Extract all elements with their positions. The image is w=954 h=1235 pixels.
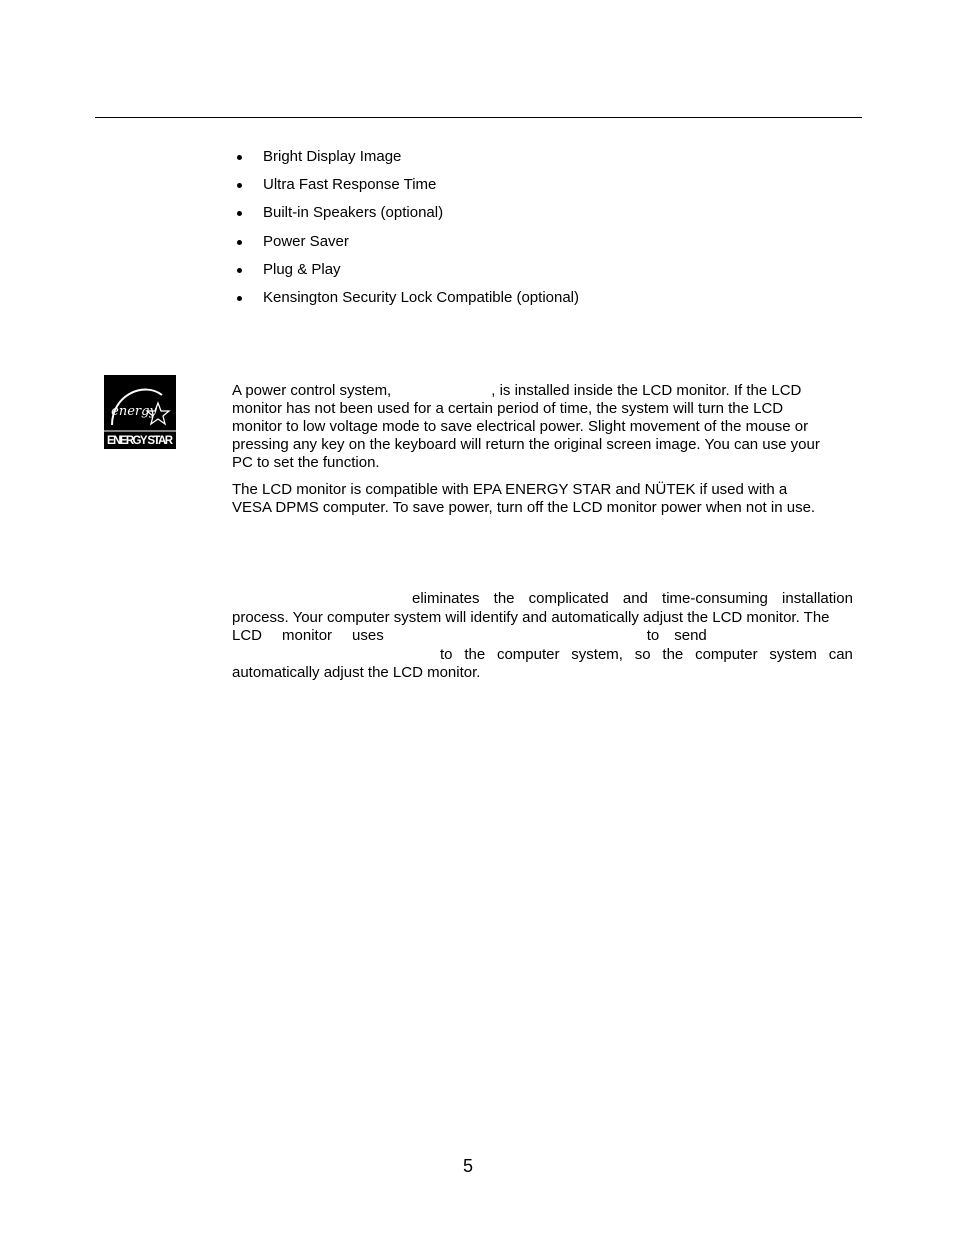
pnp-line-1: eliminates the complicated and time-consuming installation <box>412 590 853 607</box>
logo-label: ENERGY STAR <box>107 435 173 447</box>
list-item: Power Saver <box>232 232 579 260</box>
pnp-line-3: LCD monitor uses to send <box>232 627 707 644</box>
bullet-icon <box>237 296 242 301</box>
bullet-icon <box>237 211 242 216</box>
power-saver-paragraph-1: A power control system, , is installed inside the LCD monitor. If the LCD monitor has not been used for a certain period of time, the system will turn the LCD monitor to low voltage mode to save electrical power. Slight movement of the mouse or pressing any key on the keyboard will return the original screen image. You can use your PC to set the function. <box>232 382 820 471</box>
list-item: Ultra Fast Response Time <box>232 175 579 203</box>
plug-and-play-text <box>232 590 853 683</box>
logo-script-text: energy <box>111 404 157 419</box>
energy-star-logo <box>104 375 176 449</box>
bullet-icon <box>237 268 242 273</box>
header-rule <box>95 117 862 118</box>
pnp-line-4: to the computer system, so the computer system can <box>440 645 853 663</box>
list-item: Bright Display Image <box>232 147 579 175</box>
power-saver-paragraph-2: The LCD monitor is compatible with EPA ENERGY STAR and NÜTEK if used with a VESA DPMS computer. To save power, turn off the LCD monitor power when not in use. <box>232 481 816 516</box>
pnp-line-2: process. Your computer system will identify and automatically adjust the LCD monitor. The <box>232 608 830 626</box>
bullet-icon <box>237 240 242 245</box>
bullet-icon <box>237 183 242 188</box>
power-saver-text <box>232 382 854 526</box>
list-item: Built-in Speakers (optional) <box>232 203 579 231</box>
bullet-icon <box>237 155 242 160</box>
pnp-line-5: automatically adjust the LCD monitor. <box>232 664 481 681</box>
page-number: 5 <box>462 1156 473 1176</box>
feature-list <box>232 147 579 316</box>
list-item: Plug & Play <box>232 260 579 288</box>
list-item: Kensington Security Lock Compatible (optional) <box>232 288 579 316</box>
